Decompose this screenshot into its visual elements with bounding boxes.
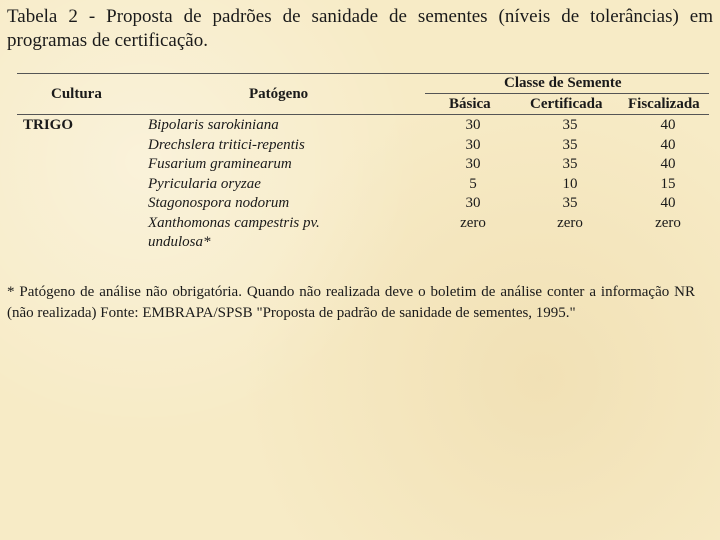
value-fiscalizada: 15 (660, 175, 676, 192)
value-certificada: 10 (562, 175, 578, 192)
value-basica: 30 (465, 195, 481, 211)
pathogen-name: Bipolaris sarokiniana (148, 117, 279, 133)
footnote: * Patógeno de análise não obrigatória. Quando não realizada deve o boletim de análise conter a informação NR (não realizada) Fonte: EMBRAPA/SPSB "Proposta de padrão de sanidade de sementes, 1995." (7, 284, 695, 321)
pathogen-name: Pyricularia oryzae (148, 175, 261, 192)
value-basica: zero (460, 214, 486, 231)
header-fiscalizada: Fiscalizada (628, 96, 700, 112)
value-fiscalizada: 40 (660, 136, 676, 153)
header-patogeno: Patógeno (249, 86, 309, 102)
value-fiscalizada: 40 (660, 117, 676, 133)
pathogen-name: Fusarium graminearum (148, 156, 292, 172)
value-fiscalizada: zero (655, 214, 681, 231)
header-bottom-rule (17, 114, 709, 115)
pathogen-name-continuation: undulosa* (148, 234, 211, 250)
pathogen-name: Drechslera tritici-repentis (148, 136, 305, 153)
header-basica: Básica (449, 96, 491, 112)
value-basica: 30 (465, 117, 481, 133)
value-basica: 5 (469, 175, 477, 192)
pathogen-name: Xanthomonas campestris pv. (148, 214, 320, 231)
crop-label: TRIGO (23, 117, 74, 133)
header-classe-de-semente: Classe de Semente (504, 75, 622, 91)
header-certificada: Certificada (530, 96, 603, 112)
table-title: Tabela 2 - Proposta de padrões de sanidade de sementes (níveis de tolerâncias) em programas de certificação. (7, 6, 713, 51)
value-basica: 30 (465, 136, 481, 153)
value-certificada: 35 (562, 136, 578, 153)
value-fiscalizada: 40 (660, 156, 676, 172)
value-certificada: 35 (562, 156, 578, 172)
value-fiscalizada: 40 (660, 195, 676, 211)
value-certificada: 35 (562, 195, 578, 211)
header-cultura: Cultura (51, 86, 102, 102)
value-certificada: 35 (562, 117, 578, 133)
pathogen-name: Stagonospora nodorum (148, 195, 290, 211)
value-certificada: zero (557, 214, 583, 231)
seed-health-table (0, 0, 720, 260)
value-basica: 30 (465, 156, 481, 172)
